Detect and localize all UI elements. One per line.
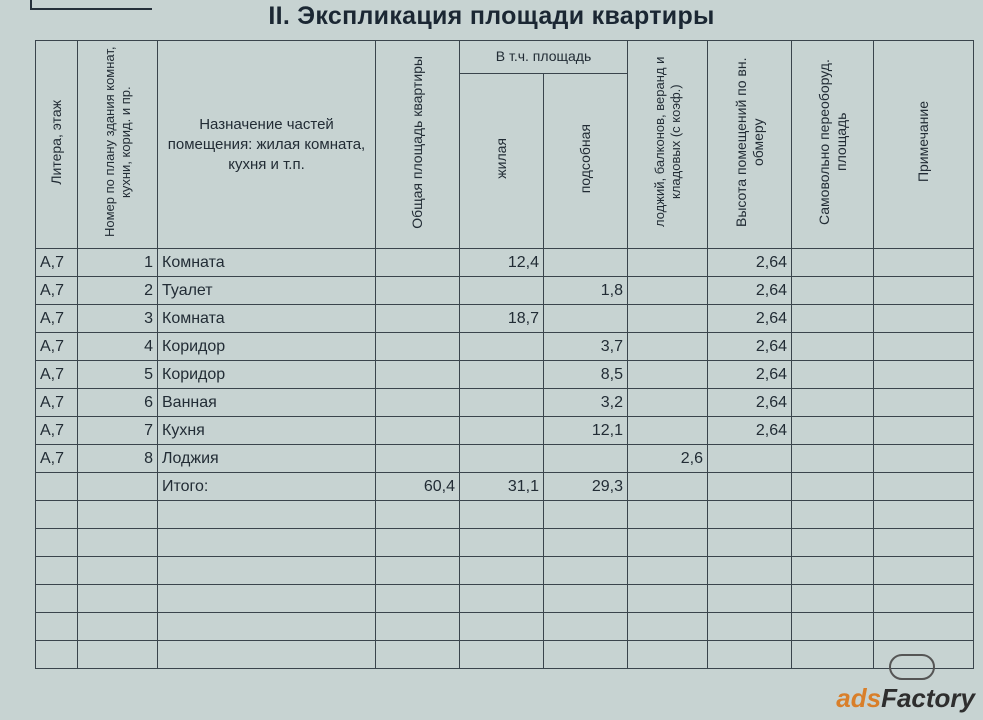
cell-living xyxy=(460,417,544,445)
cell-height: 2,64 xyxy=(708,333,792,361)
cell-name: Туалет xyxy=(158,277,376,305)
cell-total xyxy=(376,277,460,305)
cell-note xyxy=(874,249,974,277)
header-purpose: Назначение частей помещения: жилая комната, кухня и т.п. xyxy=(158,41,376,249)
cell-self xyxy=(792,389,874,417)
cell-living xyxy=(460,445,544,473)
table-row xyxy=(36,333,974,361)
header-height: Высота помещений по вн. обмеру xyxy=(708,41,792,249)
cell-litera: А,7 xyxy=(36,417,78,445)
cell-self xyxy=(792,333,874,361)
table-row xyxy=(36,277,974,305)
cell-self xyxy=(792,417,874,445)
cell-name: Комната xyxy=(158,305,376,333)
cell-living xyxy=(460,333,544,361)
cell-living: 18,7 xyxy=(460,305,544,333)
table-row-empty xyxy=(36,585,974,613)
cell-name: Итого: xyxy=(158,473,376,501)
explication-table xyxy=(35,40,974,669)
cell-number: 2 xyxy=(78,277,158,305)
cell-number: 5 xyxy=(78,361,158,389)
cell-number: 3 xyxy=(78,305,158,333)
table-row xyxy=(36,249,974,277)
table-row xyxy=(36,417,974,445)
cell-height xyxy=(708,445,792,473)
cell-height: 2,64 xyxy=(708,277,792,305)
cell-total xyxy=(376,445,460,473)
cell-aux: 8,5 xyxy=(544,361,628,389)
cell-name: Комната xyxy=(158,249,376,277)
cell-loggia xyxy=(628,277,708,305)
watermark-cloud-icon xyxy=(889,654,935,680)
cell-self xyxy=(792,277,874,305)
header-living: жилая xyxy=(460,74,544,249)
cell-number: 4 xyxy=(78,333,158,361)
table-row-empty xyxy=(36,557,974,585)
cell-living xyxy=(460,361,544,389)
cell-litera xyxy=(36,473,78,501)
cell-loggia xyxy=(628,249,708,277)
table-row xyxy=(36,305,974,333)
cell-loggia xyxy=(628,333,708,361)
table-row xyxy=(36,445,974,473)
cell-loggia: 2,6 xyxy=(628,445,708,473)
table-row-empty xyxy=(36,501,974,529)
cell-aux xyxy=(544,305,628,333)
cell-note xyxy=(874,361,974,389)
cell-litera: А,7 xyxy=(36,277,78,305)
header-total-area: Общая площадь квартиры xyxy=(376,41,460,249)
cell-name: Ванная xyxy=(158,389,376,417)
cell-height: 2,64 xyxy=(708,417,792,445)
cell-total xyxy=(376,305,460,333)
cell-loggia xyxy=(628,361,708,389)
cell-living xyxy=(460,389,544,417)
header-auxiliary: подсобная xyxy=(544,74,628,249)
cell-height: 2,64 xyxy=(708,249,792,277)
cell-aux: 3,7 xyxy=(544,333,628,361)
cell-litera: А,7 xyxy=(36,333,78,361)
cell-living xyxy=(460,277,544,305)
header-litera: Литера, этаж xyxy=(36,41,78,249)
cell-total xyxy=(376,417,460,445)
header-note: Примечание xyxy=(874,41,974,249)
cell-self xyxy=(792,305,874,333)
cell-total xyxy=(376,249,460,277)
cell-number xyxy=(78,473,158,501)
cell-total xyxy=(376,389,460,417)
cell-name: Коридор xyxy=(158,361,376,389)
cell-height xyxy=(708,473,792,501)
cell-note xyxy=(874,417,974,445)
cell-note xyxy=(874,305,974,333)
cell-litera: А,7 xyxy=(36,249,78,277)
cell-aux xyxy=(544,249,628,277)
cell-name: Лоджия xyxy=(158,445,376,473)
header-loggias: лоджий, балконов, веранд и кладовых (с коэф.) xyxy=(628,41,708,249)
header-number: Номер по плану здания комнат, кухни, корид. и пр. xyxy=(78,41,158,249)
header-self-built: Самовольно переоборуд. площадь xyxy=(792,41,874,249)
cell-name: Коридор xyxy=(158,333,376,361)
watermark-logo: adsFactory xyxy=(836,683,975,713)
cell-self xyxy=(792,361,874,389)
cell-loggia xyxy=(628,473,708,501)
page-title: II. Экспликация площади квартиры xyxy=(268,2,715,30)
cell-aux: 3,2 xyxy=(544,389,628,417)
cell-total: 60,4 xyxy=(376,473,460,501)
cell-total xyxy=(376,361,460,389)
cell-total xyxy=(376,333,460,361)
cell-number: 7 xyxy=(78,417,158,445)
cell-aux xyxy=(544,445,628,473)
cell-note xyxy=(874,277,974,305)
cell-note xyxy=(874,389,974,417)
cell-note xyxy=(874,445,974,473)
cell-aux: 12,1 xyxy=(544,417,628,445)
cell-litera: А,7 xyxy=(36,445,78,473)
cell-height: 2,64 xyxy=(708,305,792,333)
cell-loggia xyxy=(628,417,708,445)
cell-living: 12,4 xyxy=(460,249,544,277)
table-row xyxy=(36,389,974,417)
table-body xyxy=(36,249,974,669)
cell-litera: А,7 xyxy=(36,361,78,389)
cell-litera: А,7 xyxy=(36,389,78,417)
cell-living: 31,1 xyxy=(460,473,544,501)
cell-number: 1 xyxy=(78,249,158,277)
table-row-total xyxy=(36,473,974,501)
cell-aux: 1,8 xyxy=(544,277,628,305)
table-row xyxy=(36,361,974,389)
cell-number: 6 xyxy=(78,389,158,417)
cell-name: Кухня xyxy=(158,417,376,445)
cell-litera: А,7 xyxy=(36,305,78,333)
cell-height: 2,64 xyxy=(708,389,792,417)
cell-height: 2,64 xyxy=(708,361,792,389)
cell-note xyxy=(874,473,974,501)
cell-loggia xyxy=(628,305,708,333)
cell-aux: 29,3 xyxy=(544,473,628,501)
table-row-empty xyxy=(36,529,974,557)
cell-self xyxy=(792,249,874,277)
cell-loggia xyxy=(628,389,708,417)
cell-self xyxy=(792,473,874,501)
cell-number: 8 xyxy=(78,445,158,473)
header-incl-area: В т.ч. площадь xyxy=(460,41,628,74)
cell-self xyxy=(792,445,874,473)
table-row-empty xyxy=(36,613,974,641)
table-row-empty xyxy=(36,641,974,669)
cell-note xyxy=(874,333,974,361)
